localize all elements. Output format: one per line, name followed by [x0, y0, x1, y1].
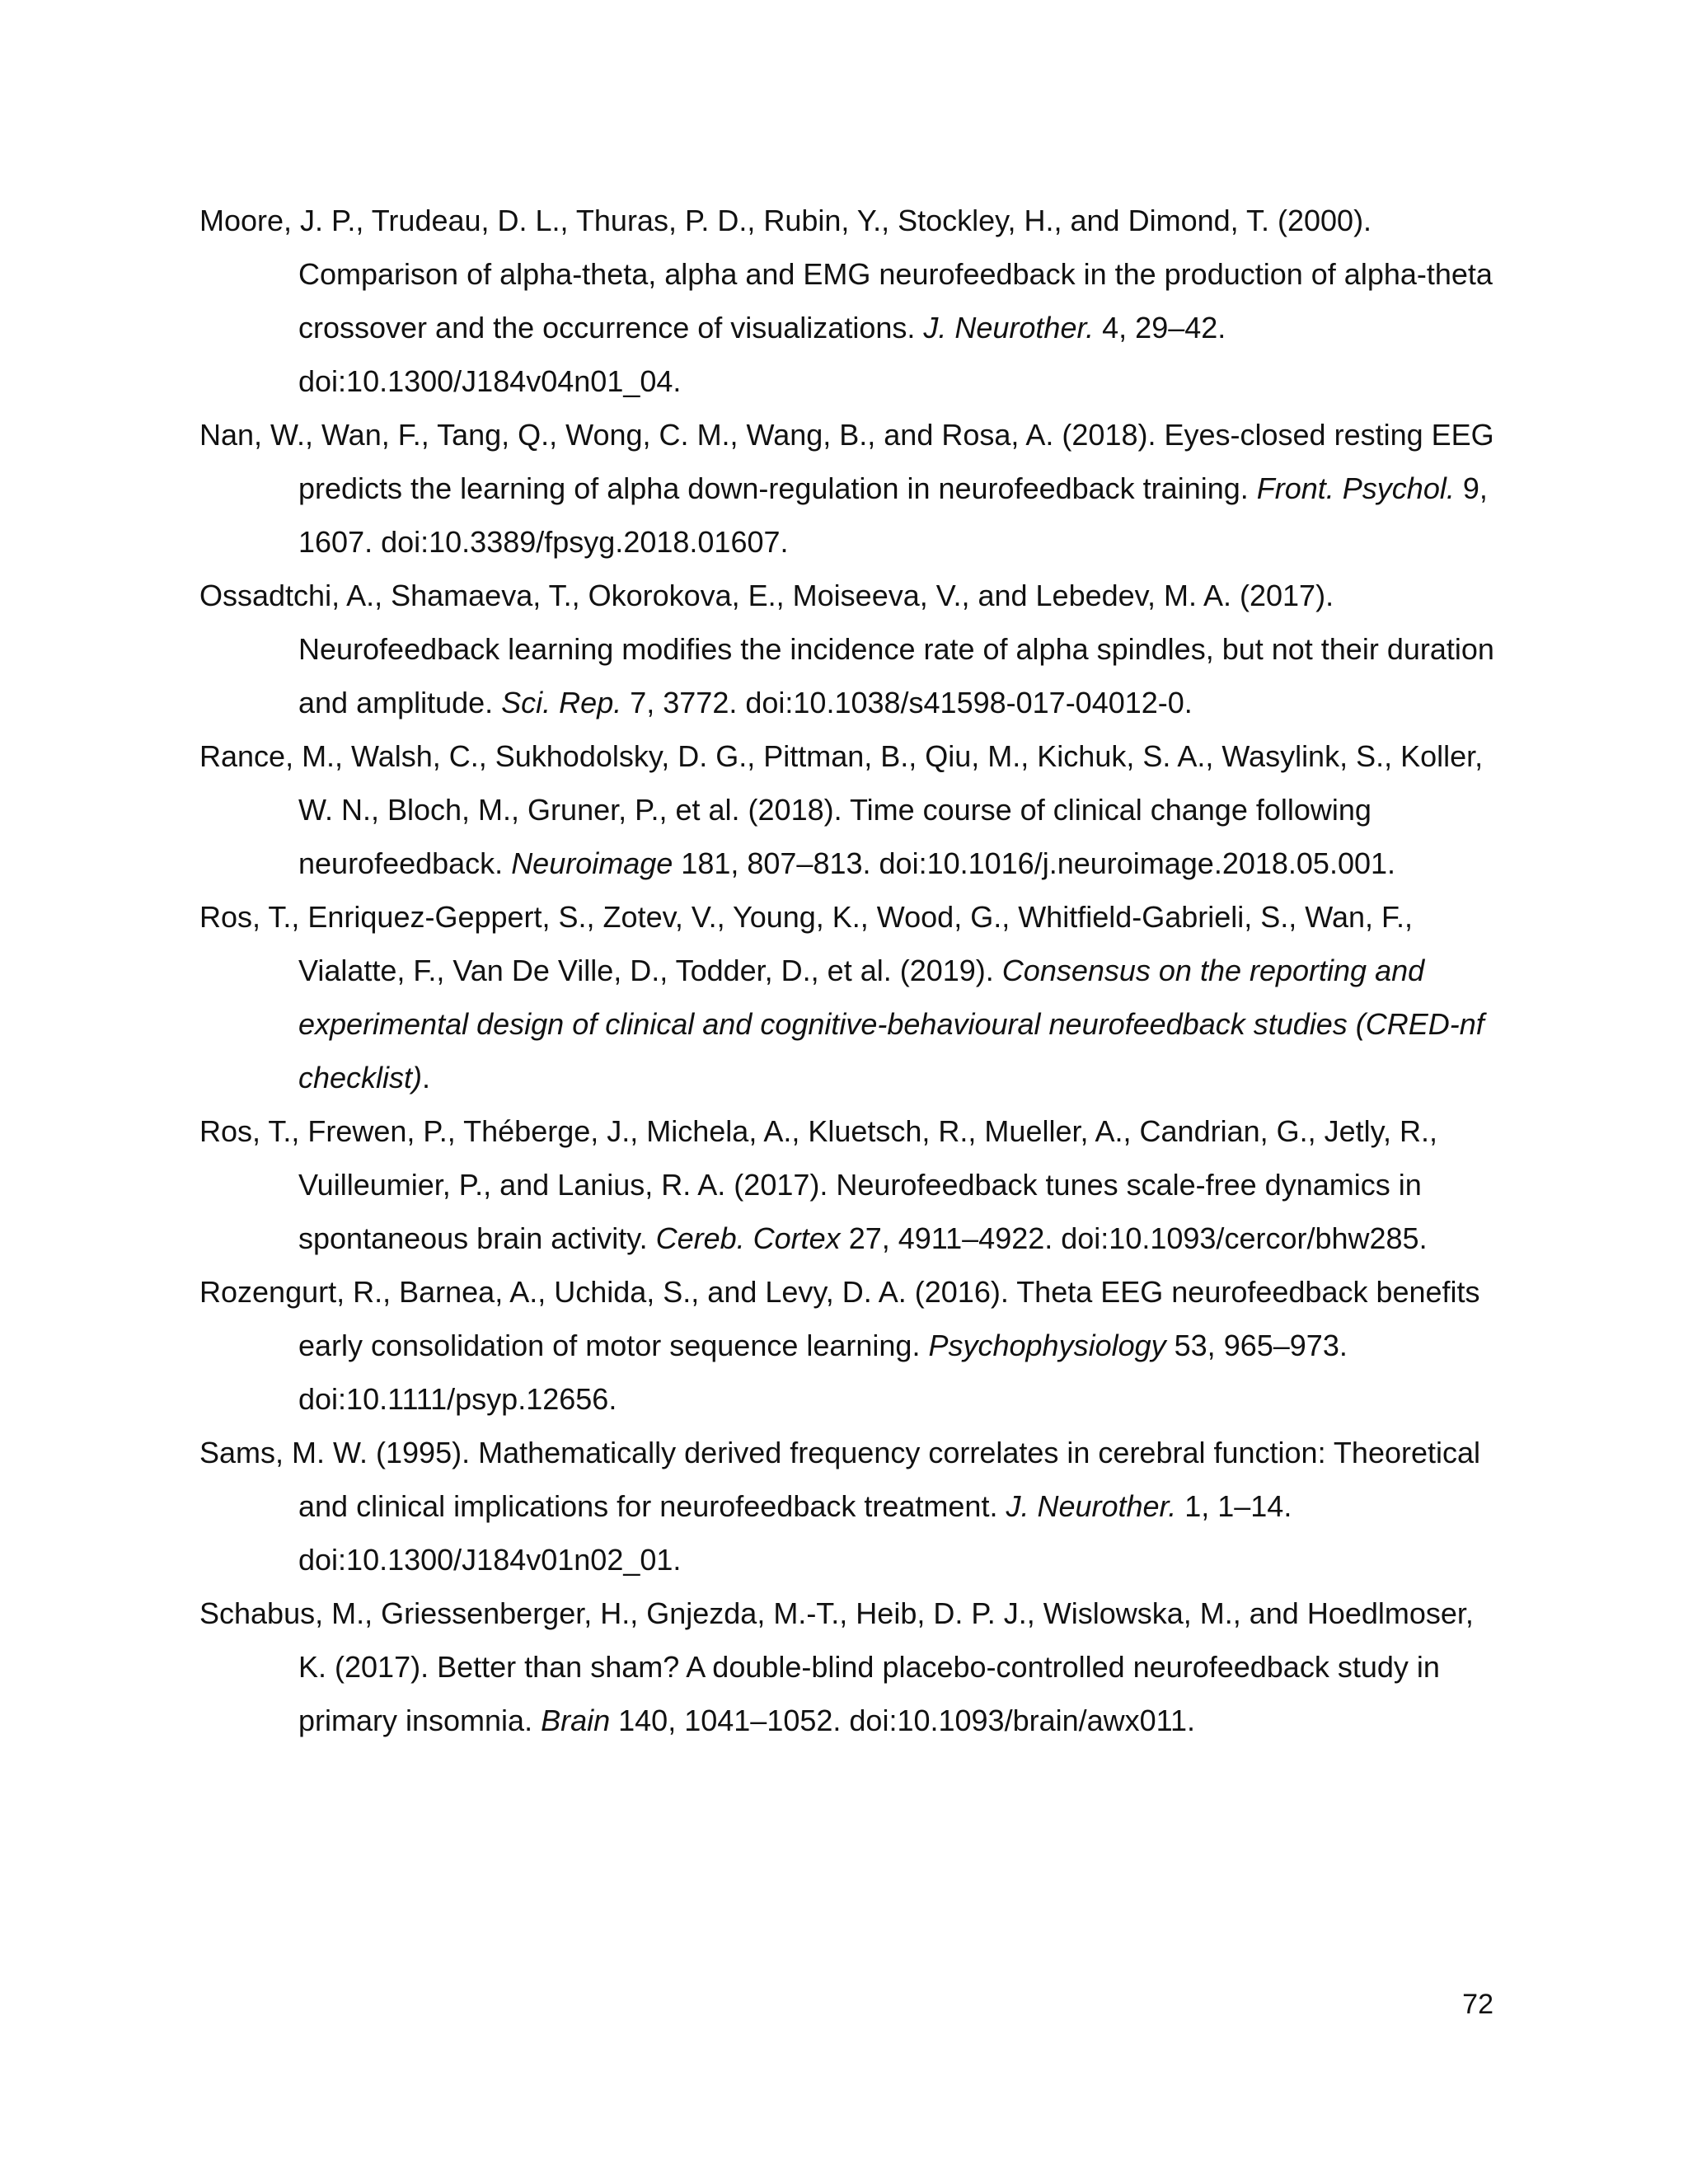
- journal-name: J. Neurother.: [1006, 1489, 1177, 1523]
- reference-entry-rozengurt-2016: [199, 1265, 1502, 1426]
- reference-entry-nan-2018: [199, 408, 1502, 569]
- reference-details: 7, 3772. doi:10.1038/s41598-017-04012-0.: [621, 686, 1193, 719]
- reference-details: 4, 29–42. doi:10.1300/J184v04n01_04.: [298, 311, 1226, 398]
- reference-text: Rance, M., Walsh, C., Sukhodolsky, D. G., Pittman, B., Qiu, M., Kichuk, S. A., Wasylink, S., Koller, W. N., Bloch, M., Gruner, P., et al. (2018). Time course of clinical change following neurofeedback.: [199, 739, 1484, 880]
- reference-entry-schabus-2017: [199, 1586, 1502, 1747]
- reference-text: Moore, J. P., Trudeau, D. L., Thuras, P. D., Rubin, Y., Stockley, H., and Dimond, T. (2000). Comparison of alpha-theta, alpha and EMG neurofeedback in the production of alpha-theta crossover and the occurrence of visualizations.: [199, 204, 1493, 344]
- journal-name: Sci. Rep.: [501, 686, 622, 719]
- reference-entry-moore-2000: [199, 194, 1502, 408]
- reference-text: Nan, W., Wan, F., Tang, Q., Wong, C. M., Wang, B., and Rosa, A. (2018). Eyes-closed resting EEG predicts the learning of alpha down-regulation in neurofeedback training.: [199, 418, 1494, 505]
- journal-name: Front. Psychol.: [1256, 471, 1455, 505]
- reference-text: Rozengurt, R., Barnea, A., Uchida, S., and Levy, D. A. (2016). Theta EEG neurofeedback benefits early consolidation of motor sequence learning.: [199, 1275, 1480, 1362]
- reference-text: Ossadtchi, A., Shamaeva, T., Okorokova, E., Moiseeva, V., and Lebedev, M. A. (2017). Neurofeedback learning modifies the incidence rate of alpha spindles, but not their duration and amplitude.: [199, 579, 1494, 719]
- journal-name: J. Neurother.: [923, 311, 1095, 344]
- reference-entry-rance-2018: [199, 729, 1502, 890]
- reference-entry-sams-1995: [199, 1426, 1502, 1586]
- reference-details: .: [422, 1061, 431, 1094]
- reference-entry-ros-2017: [199, 1104, 1502, 1265]
- report-title: Consensus on the reporting and experimental design of clinical and cognitive-behavioural neurofeedback studies (CRED-nf checklist): [298, 954, 1484, 1094]
- reference-text: Ros, T., Enriquez-Geppert, S., Zotev, V., Young, K., Wood, G., Whitfield-Gabrieli, S., Wan, F., Vialatte, F., Van De Ville, D., Todder, D., et al. (2019).: [199, 900, 1413, 987]
- reference-details: 1, 1–14. doi:10.1300/J184v01n02_01.: [298, 1489, 1292, 1577]
- journal-name: Psychophysiology: [928, 1329, 1166, 1362]
- page-number: 72: [1462, 1989, 1493, 2020]
- reference-list: [199, 194, 1502, 1747]
- journal-name: Brain: [541, 1704, 611, 1737]
- reference-text: Sams, M. W. (1995). Mathematically derived frequency correlates in cerebral function: Theoretical and clinical implications for neurofeedback treatment.: [199, 1436, 1481, 1523]
- journal-name: Neuroimage: [511, 846, 673, 880]
- reference-details: 181, 807–813. doi:10.1016/j.neuroimage.2018.05.001.: [673, 846, 1396, 880]
- reference-text: Schabus, M., Griessenberger, H., Gnjezda, M.-T., Heib, D. P. J., Wislowska, M., and Hoedlmoser, K. (2017). Better than sham? A double-blind placebo-controlled neurofeedback study in primary insomnia.: [199, 1596, 1474, 1737]
- reference-entry-ossadtchi-2017: [199, 569, 1502, 729]
- reference-text: Ros, T., Frewen, P., Théberge, J., Michela, A., Kluetsch, R., Mueller, A., Candrian, G., Jetly, R., Vuilleumier, P., and Lanius, R. A. (2017). Neurofeedback tunes scale-free dynamics in spontaneous brain activity.: [199, 1114, 1437, 1255]
- reference-entry-ros-2019: [199, 890, 1502, 1104]
- reference-details: 27, 4911–4922. doi:10.1093/cercor/bhw285.: [840, 1221, 1428, 1255]
- reference-details: 53, 965–973. doi:10.1111/psyp.12656.: [298, 1329, 1348, 1416]
- journal-name: Cereb. Cortex: [655, 1221, 841, 1255]
- reference-details: 9, 1607. doi:10.3389/fpsyg.2018.01607.: [298, 471, 1488, 559]
- reference-details: 140, 1041–1052. doi:10.1093/brain/awx011.: [610, 1704, 1196, 1737]
